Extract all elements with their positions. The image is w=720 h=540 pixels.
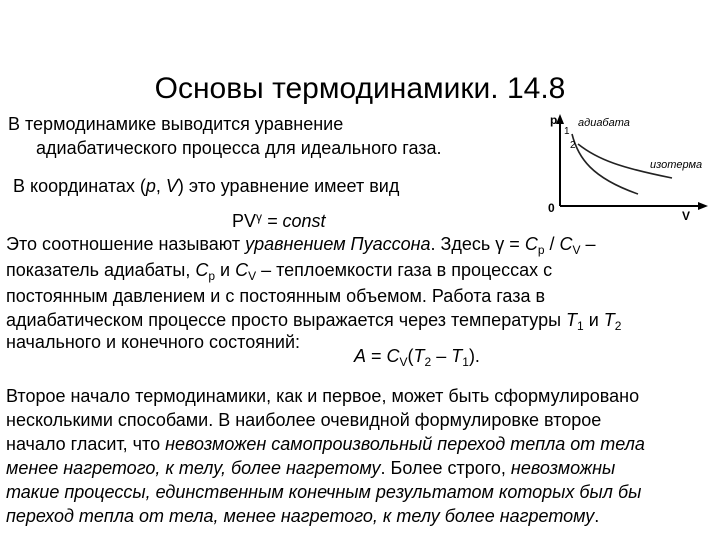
poisson-line-4: адиабатическом процессе просто выражается через температуры $T_1$ и $T_2$ xyxy=(6,310,622,333)
second-law-line-2: несколькими способами. В наиболее очевидной формулировке второе xyxy=(6,410,602,430)
isotherm-label: изотерма xyxy=(650,159,703,171)
point-2-label: 2 xyxy=(570,140,576,151)
intro-line-2: адиабатического процесса для идеального газа. xyxy=(36,138,442,158)
axis-label-p: p xyxy=(550,113,558,127)
pv-diagram xyxy=(520,108,716,220)
work-formula: $A = C_V(T_2 - T_1)$. xyxy=(354,346,480,369)
second-law-line-3: начало гласит, что невозможен самопроизвольный переход тепла от тела xyxy=(6,434,645,454)
poisson-line-5: начального и конечного состояний: xyxy=(6,332,301,352)
poisson-line-2: показатель адиабаты, $C_p$ и $C_V$ – теплоемкости газа в процессах с xyxy=(6,260,553,283)
origin-label: 0 xyxy=(548,201,555,215)
point-1-label: 1 xyxy=(564,126,570,137)
poisson-line-3: постоянным давлением и с постоянным объемом. Работа газа в xyxy=(6,286,546,306)
intro-line-3: В координатах (p, V) это уравнение имеет вид xyxy=(13,176,400,196)
second-law-line-1: Второе начало термодинамики, как и первое, может быть сформулировано xyxy=(6,386,640,406)
second-law-line-5: такие процессы, единственным конечным результатом которых был бы xyxy=(6,482,642,502)
page-title: Основы термодинамики. 14.8 xyxy=(154,72,566,105)
adiabat-label: адиабата xyxy=(578,117,630,129)
intro-line-1: В термодинамике выводится уравнение xyxy=(8,114,344,134)
poisson-equation: $PV^\gamma$ = const xyxy=(232,210,326,231)
axis-label-v: V xyxy=(682,209,691,220)
poisson-line-1: Это соотношение называют уравнением Пуассона. Здесь $\gamma = C_p / C_V$ – xyxy=(6,234,596,257)
second-law-line-6: переход тепла от тела, менее нагретого, к телу более нагретому. xyxy=(6,506,600,526)
adiabat-curve xyxy=(572,134,638,194)
second-law-line-4: менее нагретого, к телу, более нагретому. Более строго, невозможны xyxy=(6,458,616,478)
x-axis-arrow xyxy=(698,202,708,210)
